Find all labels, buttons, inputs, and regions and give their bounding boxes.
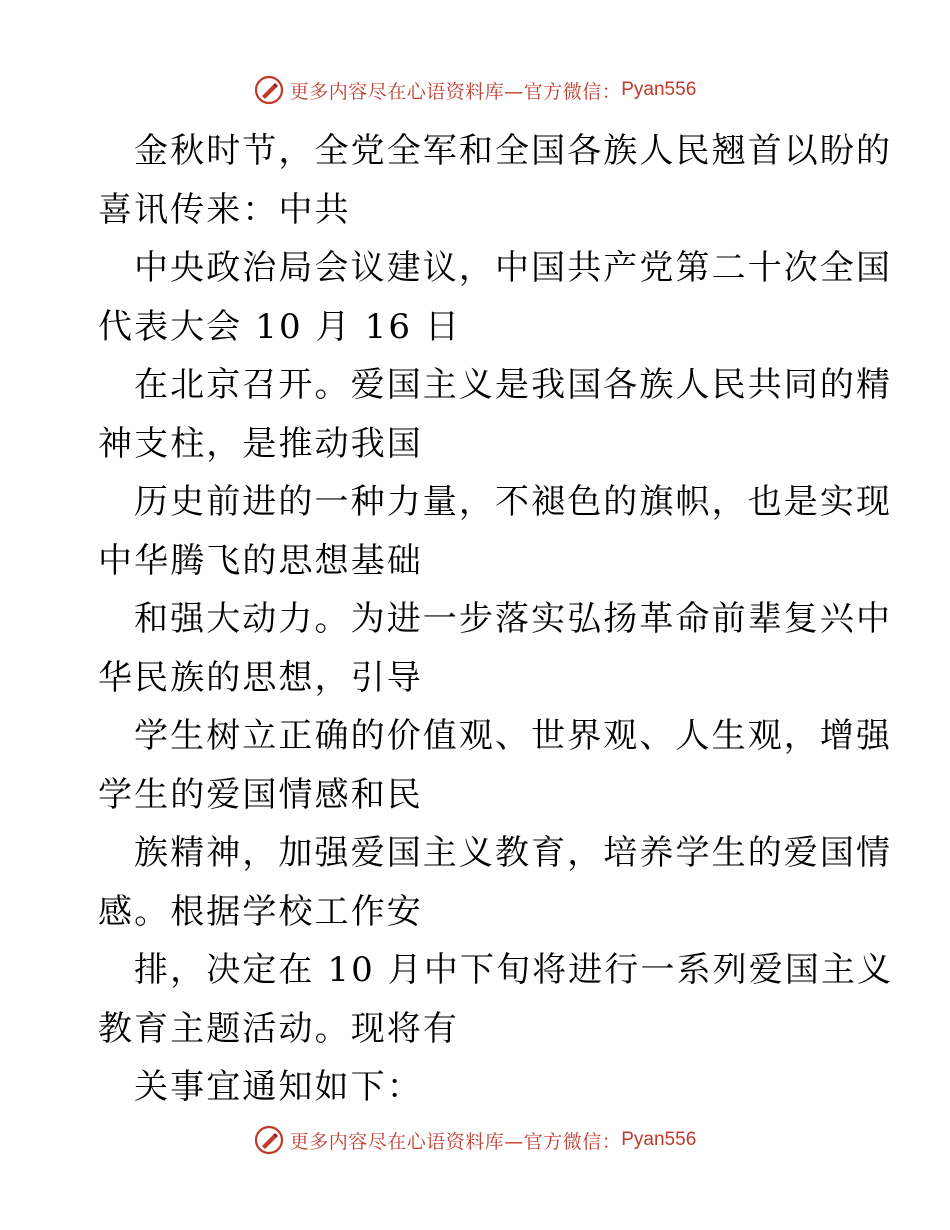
body-line: 教育主题活动。现将有 [98, 1008, 459, 1049]
watermark-text: 更多内容尽在心语资料库—官方微信： [289, 1130, 622, 1153]
body-line: 历史前进的一种力量，不褪色的旗帜，也是实现 [134, 482, 893, 522]
footer-watermark [0, 1120, 950, 1160]
body-line: 神支柱，是推动我国 [98, 423, 423, 464]
body-line: 华民族的思想，引导 [98, 657, 423, 698]
document-body [98, 122, 894, 1117]
body-line: 中华腾飞的思想基础 [98, 540, 423, 581]
body-line: 金秋时节，全党全军和全国各族人民翘首以盼的 [134, 131, 893, 171]
body-line: 关事宜通知如下： [134, 1067, 423, 1107]
watermark-handle: Pyan556 [621, 1129, 697, 1150]
body-line: 族精神，加强爱国主义教育，培养学生的爱国情 [134, 833, 893, 873]
body-line: 感。根据学校工作安 [98, 891, 423, 932]
body-line: 排，决定在 10 月中下旬将进行一系列爱国主义 [134, 950, 894, 990]
body-line: 中央政治局会议建议，中国共产党第二十次全国 [134, 248, 893, 288]
body-line: 和强大动力。为进一步落实弘扬革命前辈复兴中 [134, 599, 893, 639]
pen-circle-logo-icon [254, 75, 284, 105]
body-line: 在北京召开。爱国主义是我国各族人民共同的精 [134, 365, 893, 405]
pen-circle-logo-icon [254, 1125, 284, 1155]
watermark-handle: Pyan556 [621, 79, 697, 100]
header-watermark [0, 70, 950, 110]
body-line: 学生的爱国情感和民 [98, 774, 423, 815]
body-line: 代表大会 10 月 16 日 [98, 306, 462, 347]
body-line: 学生树立正确的价值观、世界观、人生观，增强 [134, 716, 893, 756]
body-line: 喜讯传来：中共 [98, 189, 351, 230]
watermark-text: 更多内容尽在心语资料库—官方微信： [289, 80, 622, 103]
